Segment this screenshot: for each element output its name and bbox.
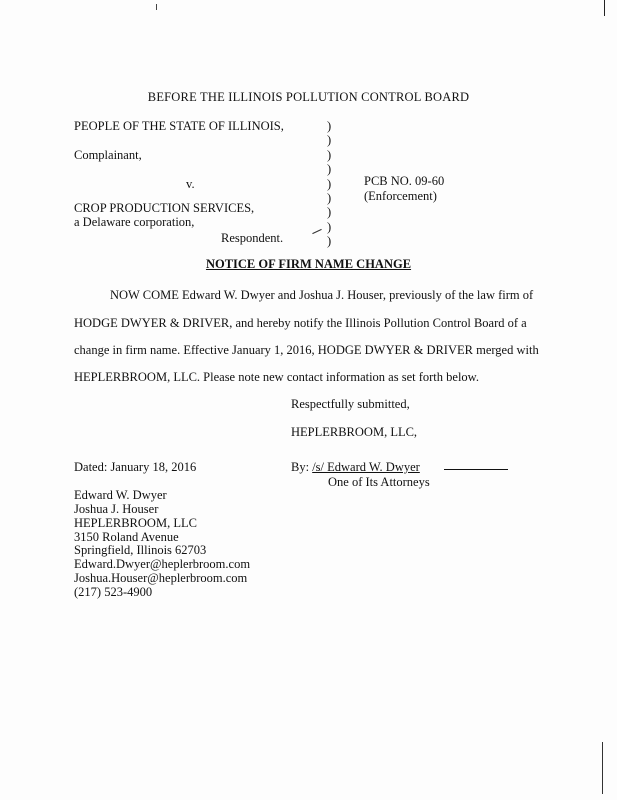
plaintiff-role: Complainant, (74, 148, 142, 162)
contact-line: Edward W. Dwyer (74, 488, 167, 502)
contact-line: 3150 Roland Avenue (74, 530, 179, 544)
signature-line (291, 460, 420, 474)
scan-mark (312, 229, 321, 234)
scan-edge-mark (604, 0, 605, 16)
signature-role: One of Its Attorneys (328, 475, 430, 489)
defendant-role: Respondent. (221, 231, 284, 245)
by-label: By: (291, 460, 310, 474)
contact-phone: (217) 523-4900 (74, 585, 153, 599)
notice-title: NOTICE OF FIRM NAME CHANGE (205, 257, 412, 271)
plaintiff-name: PEOPLE OF THE STATE OF ILLINOIS, (74, 119, 284, 133)
defendant-name: CROP PRODUCTION SERVICES, (74, 201, 255, 215)
signature-underline (444, 469, 508, 470)
contact-email: Edward.Dwyer@heplerbroom.com (74, 557, 251, 571)
board-heading: BEFORE THE ILLINOIS POLLUTION CONTROL BOARD (147, 90, 470, 104)
body-line: HEPLERBROOM, LLC. Please note new contact information as set forth below. (74, 370, 480, 384)
defendant-description: a Delaware corporation, (74, 215, 195, 229)
case-type: (Enforcement) (364, 189, 437, 203)
contact-line: Springfield, Illinois 62703 (74, 543, 207, 557)
caption-parentheses: ) ) ) ) ) ) ) ) ) (327, 119, 332, 249)
closing-firm: HEPLERBROOM, LLC, (291, 425, 418, 439)
scan-mark (156, 4, 157, 10)
closing-respectfully: Respectfully submitted, (291, 397, 410, 411)
body-line: NOW COME Edward W. Dwyer and Joshua J. Houser, previously of the law firm of (110, 288, 534, 302)
contact-line: HEPLERBROOM, LLC (74, 516, 197, 530)
contact-email: Joshua.Houser@heplerbroom.com (74, 571, 248, 585)
body-line: change in firm name. Effective January 1, 2016, HODGE DWYER & DRIVER merged with (74, 343, 539, 357)
case-number: PCB NO. 09-60 (364, 174, 445, 188)
contact-line: Joshua J. Houser (74, 502, 159, 516)
scan-edge-mark (602, 742, 603, 794)
versus: v. (186, 177, 195, 191)
electronic-signature: /s/ Edward W. Dwyer (312, 460, 420, 474)
body-line: HODGE DWYER & DRIVER, and hereby notify the Illinois Pollution Control Board of a (74, 316, 527, 330)
date-line: Dated: January 18, 2016 (74, 460, 197, 474)
